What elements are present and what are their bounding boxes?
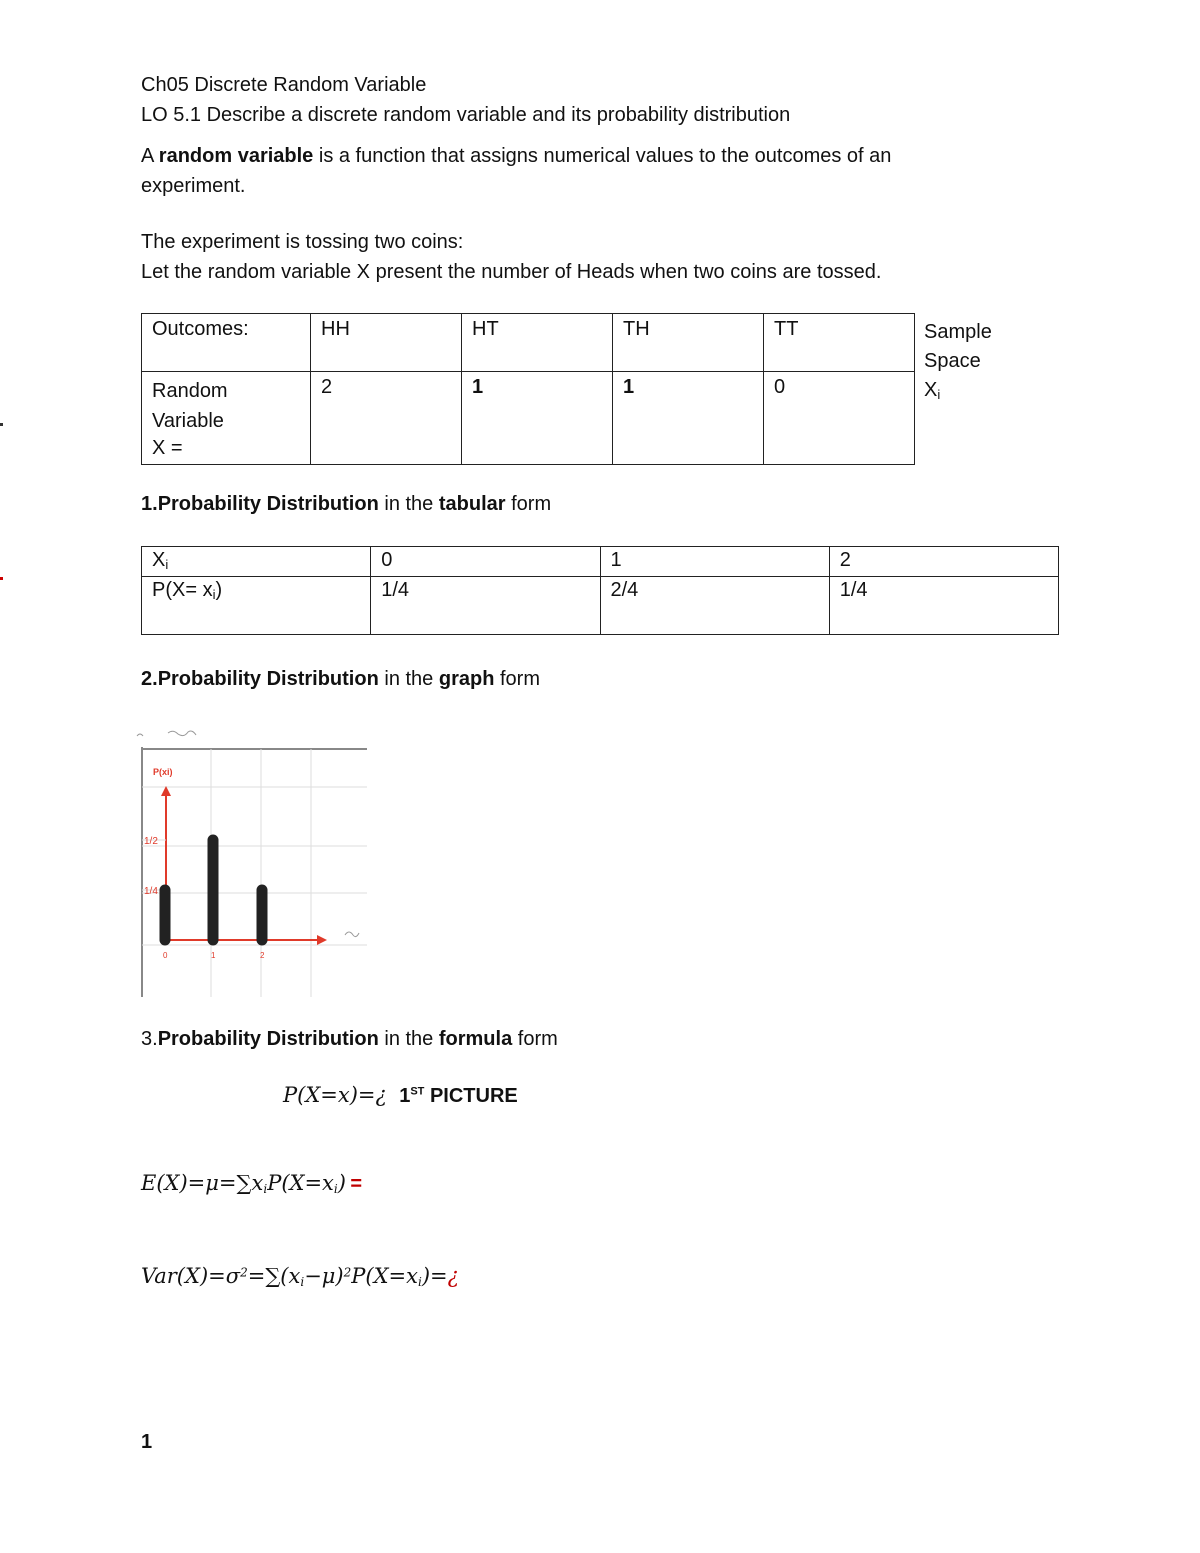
outcome-cell: HH xyxy=(311,314,462,372)
outcome-cell: HT xyxy=(462,314,613,372)
p-value-cell: 2/4 xyxy=(600,577,829,635)
handwritten-scribble xyxy=(134,726,204,748)
outcome-cell: TH xyxy=(613,314,764,372)
chapter-title: Ch05 Discrete Random Variable xyxy=(141,74,427,96)
x-axis-arrow xyxy=(317,935,327,945)
rv-value-cell: 1 xyxy=(462,372,613,465)
x-value-cell: 0 xyxy=(371,547,600,577)
learning-objective: LO 5.1 Describe a discrete random variable and its probability distribution xyxy=(141,104,791,126)
handwritten-scribble-x xyxy=(345,932,359,937)
margin-mark xyxy=(0,577,3,580)
definition-term: random variable xyxy=(158,145,314,167)
pmf-formula xyxy=(283,1083,518,1108)
p-value-cell: 1/4 xyxy=(371,577,600,635)
sample-space-label: Sample Space $X_i$ xyxy=(924,321,992,402)
y-axis-label: P(xi) xyxy=(153,767,173,777)
margin-mark xyxy=(0,423,3,426)
y-tick-label: 1/2 xyxy=(144,836,158,847)
x-value-cell: 1 xyxy=(600,547,829,577)
y-tick-label: 1/4 xyxy=(144,886,158,897)
rv-value-cell: 2 xyxy=(311,372,462,465)
p-label: $P(X= x_i)$ xyxy=(142,577,371,635)
variance-formula: $Var(X)=\sigma^2=\sum(x_i-\mu)^2P(X=x_i)=¿$ xyxy=(141,1264,459,1289)
pmf-note: 1ST PICTURE xyxy=(399,1085,518,1107)
xi-label: $X_i$ xyxy=(142,547,371,577)
x-value-cell: 2 xyxy=(829,547,1058,577)
random-variable-label: Random Variable X = xyxy=(142,372,311,465)
section-1-heading: 1.Probability Distribution in the tabular form xyxy=(141,493,552,515)
expectation-equals: = xyxy=(350,1173,363,1195)
x-tick-label: 0 xyxy=(163,951,168,960)
outcome-cell: TT xyxy=(764,314,915,372)
definition-line-1: A random variable is a function that assigns numerical values to the outcomes of an xyxy=(141,145,892,167)
rv-value-cell: 1 xyxy=(613,372,764,465)
probability-graph xyxy=(141,747,367,997)
bar-chart-svg xyxy=(141,747,367,997)
x-tick-label: 2 xyxy=(260,951,265,960)
section-3-heading: 3.Probability Distribution in the formula form xyxy=(141,1028,558,1050)
experiment-line-1: The experiment is tossing two coins: xyxy=(141,231,464,253)
outcomes-label: Outcomes: xyxy=(142,314,311,372)
expectation-formula: $E(X)=\mu=\sum x_iP(X=x_i)$ = xyxy=(141,1171,363,1196)
probability-table xyxy=(141,546,1059,635)
p-value-cell: 1/4 xyxy=(829,577,1058,635)
section-2-heading: 2.Probability Distribution in the graph form xyxy=(141,668,540,690)
pmf-expression: P(X=x)=¿ xyxy=(283,1083,387,1107)
definition-line-2: experiment. xyxy=(141,175,246,197)
x-tick-label: 1 xyxy=(211,951,216,960)
experiment-line-2: Let the random variable X present the number of Heads when two coins are tossed. xyxy=(141,261,882,283)
page-number: 1 xyxy=(141,1431,153,1453)
rv-value-cell: 0 xyxy=(764,372,915,465)
outcomes-table xyxy=(141,313,915,465)
